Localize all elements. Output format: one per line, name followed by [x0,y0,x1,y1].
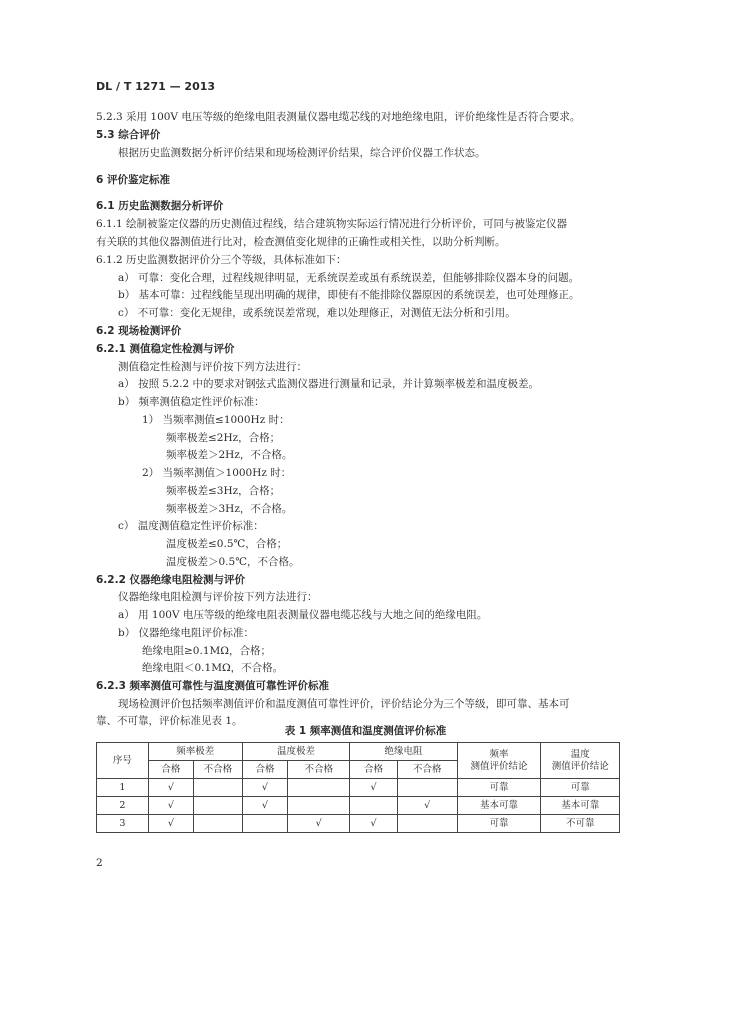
table-cell: √ [397,797,457,815]
chapter-heading-6: 6 评价鉴定标准 [96,174,170,186]
criterion-line: 温度极差＞0.5℃，不合格。 [166,556,300,568]
header-fail: 不合格 [288,761,350,779]
document-code: DL / T 1271 — 2013 [96,80,216,93]
table-cell [288,797,350,815]
evaluation-table [96,742,620,833]
table-cell: √ [148,797,193,815]
table-row [97,779,620,797]
table-cell [194,779,243,797]
table-cell [194,797,243,815]
table-cell: 1 [97,779,149,797]
paragraph-line: 根据历史监测数据分析评价结果和现场检测评价结果，综合评价仪器工作状态。 [118,147,486,159]
table-cell: 可靠 [541,779,620,797]
table-cell [397,815,457,833]
list-item: b） 仪器绝缘电阻评价标准： [118,627,255,639]
header-freq-conclusion: 频率 测值评价结论 [457,743,541,779]
list-item: a） 用 100V 电压等级的绝缘电阻表测量仪器电缆芯线与大地之间的绝缘电阻。 [118,609,488,621]
table-cell: √ [148,779,193,797]
header-seq: 序号 [97,743,149,779]
criterion-line: 频率极差≤3Hz，合格； [166,485,281,497]
list-item: a） 按照 5.2.2 中的要求对钢弦式监测仪器进行测量和记录，并计算频率极差和温度极差。 [118,378,539,390]
paragraph-line: 有关联的其他仪器测值进行比对，检查测值变化规律的正确性或相关性，以助分析判断。 [96,236,506,248]
criterion-line: 频率极差＞3Hz，不合格。 [166,503,293,515]
table-cell [194,815,243,833]
table-header-row [97,743,620,761]
table-cell: 3 [97,815,149,833]
clause-6-1-1: 6.1.1 绘制被鉴定仪器的历史测值过程线，结合建筑物实际运行情况进行分析评价，可同与被鉴定仪器 [96,218,568,230]
paragraph-line: 现场检测评价包括频率测值评价和温度测值可靠性评价，评价结论分为三个等级，即可靠、基本可 [118,698,570,710]
table-cell: 2 [97,797,149,815]
table-cell: 基本可靠 [457,797,541,815]
paragraph-line: 靠、不可靠，评价标准见表 1。 [96,715,243,727]
sub-list-item: 1） 当频率测值≤1000Hz 时： [142,414,290,426]
header-temp-conclusion: 温度 测值评价结论 [541,743,620,779]
table-cell: √ [350,815,398,833]
table-cell [242,815,287,833]
section-heading-6-2: 6.2 现场检测评价 [96,325,182,337]
paragraph-line: 测值稳定性检测与评价按下列方法进行： [118,361,307,373]
table-cell: √ [148,815,193,833]
list-item: c） 不可靠：变化无规律，或系统误差常现，难以处理修正，对测值无法分析和引用。 [118,307,516,319]
sub-list-item: 2） 当频率测值＞1000Hz 时： [142,467,292,479]
page-number: 2 [96,857,103,869]
table-cell [288,779,350,797]
table-cell: √ [242,779,287,797]
table-cell: 可靠 [457,815,541,833]
table-cell: √ [242,797,287,815]
criterion-line: 绝缘电阻＜0.1MΩ，不合格。 [142,662,284,674]
table-cell: 可靠 [457,779,541,797]
criterion-line: 温度极差≤0.5℃，合格； [166,538,288,550]
table-cell: √ [288,815,350,833]
header-temp-range: 温度极差 [242,743,349,761]
criterion-line: 绝缘电阻≥0.1MΩ，合格； [142,645,271,657]
header-freq-range: 频率极差 [148,743,242,761]
list-item: b） 频率测值稳定性评价标准： [118,396,265,408]
list-item: c） 温度测值稳定性评价标准： [118,520,264,532]
table-row [97,797,620,815]
table-row [97,815,620,833]
header-pass: 合格 [148,761,193,779]
table-cell: 基本可靠 [541,797,620,815]
table-cell [350,797,398,815]
table-cell [397,779,457,797]
header-pass: 合格 [242,761,287,779]
table-cell: 不可靠 [541,815,620,833]
section-heading-5-3: 5.3 综合评价 [96,129,161,141]
criterion-line: 频率极差≤2Hz，合格； [166,432,281,444]
paragraph-line: 仪器绝缘电阻检测与评价按下列方法进行： [118,591,318,603]
clause-6-1-2: 6.1.2 历史监测数据评价分三个等级，具体标准如下： [96,254,347,266]
criterion-line: 频率极差＞2Hz，不合格。 [166,449,293,461]
subsection-heading-6-2-3: 6.2.3 频率测值可靠性与温度测值可靠性评价标准 [96,680,330,692]
section-heading-6-1: 6.1 历史监测数据分析评价 [96,200,224,212]
table-cell: √ [350,779,398,797]
header-fail: 不合格 [194,761,243,779]
header-insulation: 绝缘电阻 [350,743,457,761]
subsection-heading-6-2-2: 6.2.2 仪器绝缘电阻检测与评价 [96,574,246,586]
list-item: a） 可靠：变化合理，过程线规律明显，无系统误差或虽有系统误差，但能够排除仪器本身的问题。 [118,272,580,284]
clause-5-2-3: 5.2.3 采用 100V 电压等级的绝缘电阻表测量仪器电缆芯线的对地绝缘电阻，评价绝缘性是否符合要求。 [96,111,581,123]
header-fail: 不合格 [397,761,457,779]
subsection-heading-6-2-1: 6.2.1 测值稳定性检测与评价 [96,343,235,355]
table-caption: 表 1 频率测值和温度测值评价标准 [284,725,447,737]
list-item: b） 基本可靠：过程线能呈现出明确的规律，即使有不能排除仪器原因的系统误差，也可处理修正。 [118,289,580,301]
header-pass: 合格 [350,761,398,779]
